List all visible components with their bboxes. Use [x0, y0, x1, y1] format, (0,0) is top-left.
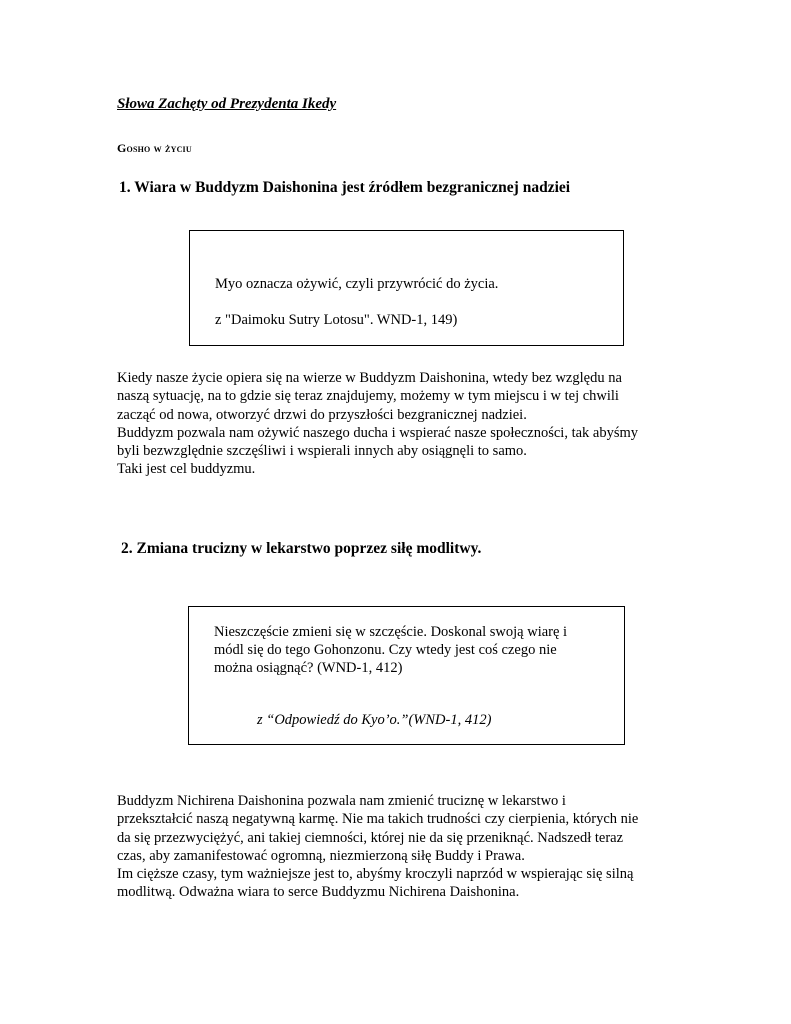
- paragraph-line: Buddyzm pozwala nam ożywić naszego ducha i wspierać nasze społeczności, tak abyśmy: [117, 424, 639, 441]
- paragraph-line: byli bezwzględnie szczęśliwi i wspierali innych aby osiągnęli to samo.: [117, 443, 527, 460]
- document-subtitle: Gosho w życiu: [117, 141, 192, 155]
- section-2-heading: 2. Zmiana trucizny w lekarstwo poprzez siłę modlitwy.: [121, 540, 482, 557]
- paragraph-line: Kiedy nasze życie opiera się na wierze w Buddyzm Daishonina, wtedy bez względu na: [117, 370, 622, 386]
- document-title: Słowa Zachęty od Prezydenta Ikedy: [117, 96, 337, 112]
- section-1-quote-box: [189, 230, 624, 346]
- quote-text: [214, 623, 567, 677]
- quote-line: módl się do tego Gohonzonu. Czy wtedy jest coś czego nie: [214, 642, 557, 658]
- quote-line: można osiągnąć? (WND-1, 412): [214, 660, 403, 676]
- paragraph-line: Buddyzm Nichirena Daishonina pozwala nam zmienić truciznę w lekarstwo i: [117, 793, 566, 809]
- section-2-quote-box: [188, 606, 625, 745]
- quote-citation: z "Daimoku Sutry Lotosu". WND-1, 149): [215, 312, 458, 328]
- paragraph-line: naszą sytuację, na to gdzie się teraz znajdujemy, możemy w tym miejscu i w tej chwili: [117, 388, 619, 405]
- paragraph-line: Taki jest cel buddyzmu.: [117, 461, 256, 478]
- paragraph-line: da się przezwyciężyć, ani takiej ciemności, której nie da się przeniknąć. Nadszedł teraz: [117, 829, 624, 846]
- paragraph-line: modlitwą. Odważna wiara to serce Buddyzmu Nichirena Daishonina.: [117, 884, 520, 901]
- section-1-paragraph: [117, 369, 638, 479]
- paragraph-line: Im cięższe czasy, tym ważniejsze jest to, abyśmy kroczyli naprzód w wspierając się silną: [117, 866, 634, 883]
- section-1-heading: 1. Wiara w Buddyzm Daishonina jest źródłem bezgranicznej nadziei: [119, 179, 571, 196]
- paragraph-line: zacząć od nowa, otworzyć drzwi do przyszłości bezgranicznej nadziei.: [117, 406, 527, 423]
- quote-citation: z “Odpowiedź do Kyo’o.”(WND-1, 412): [257, 712, 492, 728]
- paragraph-line: przekształcić naszą negatywną karmę. Nie ma takich trudności czy cierpienia, których nie: [117, 811, 639, 828]
- paragraph-line: czas, aby zamanifestować ogromną, niezmierzoną siłę Buddy i Prawa.: [117, 847, 525, 864]
- section-2-paragraph: [117, 792, 638, 902]
- quote-text: Myo oznacza ożywić, czyli przywrócić do życia.: [215, 276, 499, 292]
- quote-line: Nieszczęście zmieni się w szczęście. Doskonal swoją wiarę i: [214, 624, 568, 640]
